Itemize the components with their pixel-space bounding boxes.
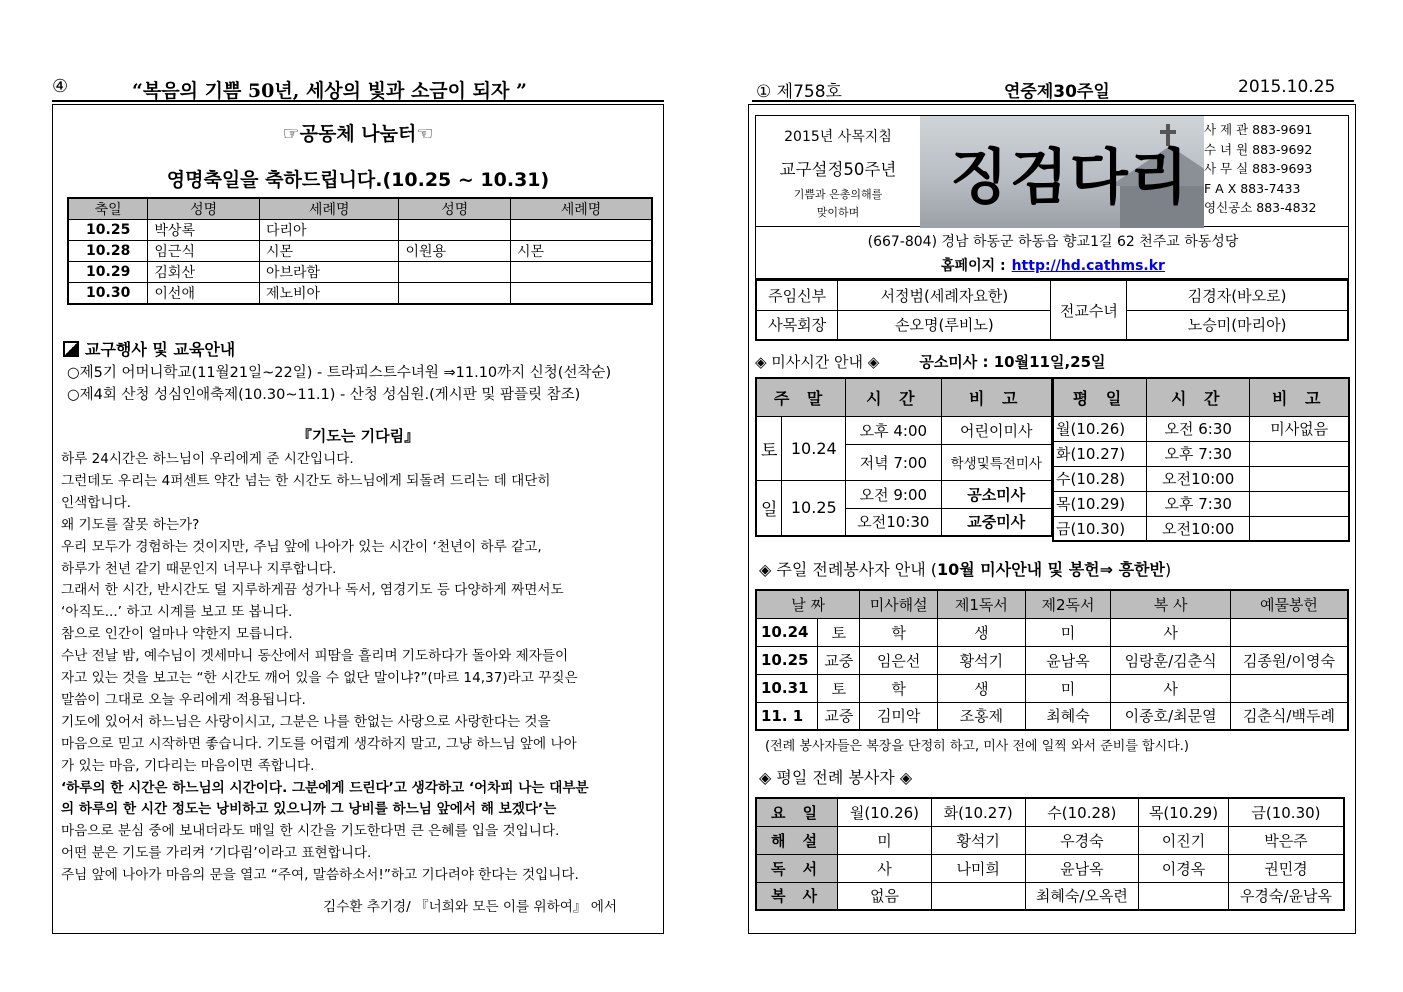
homepage-link[interactable]: http://hd.cathms.kr [1011, 258, 1165, 274]
right-page-content [748, 104, 1356, 934]
table-cell [1230, 618, 1348, 646]
homepage [756, 255, 1350, 275]
left-page-number: ④ [52, 76, 69, 97]
prayer-line: 참으로 인간이 얼마나 약한지 모릅니다. [61, 626, 293, 642]
table-cell: 사 [838, 854, 932, 882]
table-cell [1139, 882, 1229, 910]
prayer-line: 인색합니다. [61, 495, 131, 511]
table-header: 세례명 [259, 198, 398, 220]
contact-item: 사 제 관 883-9691 [1204, 122, 1313, 137]
table-header: 주 말 [756, 378, 846, 416]
table-cell: 조홍제 [938, 702, 1026, 730]
table-header: 시 간 [846, 378, 941, 416]
table-cell: 월(10.26) [1053, 416, 1147, 441]
motto-sub: 맞이하며 [816, 206, 860, 219]
address-block [755, 227, 1349, 279]
table-cell: 복 사 [756, 882, 838, 910]
table-cell: 이진기 [1139, 826, 1229, 854]
table-cell [1250, 466, 1349, 491]
table-cell: 수(10.28) [1025, 798, 1139, 826]
table-cell: 이선애 [148, 283, 260, 305]
table-cell: 수(10.28) [1053, 466, 1147, 491]
table-header: 복 사 [1111, 590, 1231, 618]
table-cell: 10.30 [68, 283, 148, 305]
table-row [1053, 416, 1349, 441]
left-page-content [52, 104, 664, 934]
table-row [756, 702, 1348, 730]
sunday-server-table [755, 589, 1349, 731]
table-cell: 박은주 [1228, 826, 1344, 854]
table-cell: 요 일 [756, 798, 838, 826]
table-cell: 10.24 [756, 618, 818, 646]
masthead [755, 115, 1349, 227]
sunday-heading-end: ) [1164, 560, 1172, 579]
contact-item: F A X 883-7433 [1204, 180, 1301, 196]
newsletter-logo: 징검다리 [950, 143, 1190, 213]
table-header: 성명 [399, 198, 511, 220]
table-header: 축일 [68, 198, 148, 220]
prayer-title: 『기도는 기다림』 [296, 427, 420, 445]
table-cell: 11. 1 [756, 702, 818, 730]
table-cell: 10.28 [68, 241, 148, 262]
table-row [756, 618, 1348, 646]
event-heading [63, 337, 235, 360]
table-cell: 사 [1111, 618, 1231, 646]
table-cell: 오후 7:30 [1147, 491, 1250, 516]
table-cell: 어린이미사 [941, 416, 1052, 444]
table-cell: 김경자(바오로) [1127, 280, 1348, 310]
table-row [1053, 466, 1349, 491]
table-cell: 미 [838, 826, 932, 854]
contact-item: 사 무 실 883-9693 [1204, 161, 1313, 177]
table-cell: 윤남옥 [1025, 854, 1139, 882]
table-cell: 사 [1111, 674, 1231, 702]
table-cell: 윤남옥 [1025, 646, 1111, 674]
table-cell: 임은선 [860, 646, 938, 674]
table-cell: 10.24 [782, 416, 846, 480]
right-page-header [752, 76, 1354, 102]
table-cell: 목(10.29) [1139, 798, 1229, 826]
table-cell: 해 설 [756, 826, 838, 854]
prayer-line: 마음으로 분심 중에 보내더라도 매일 한 시간을 기도한다면 큰 은혜를 입을 것입니다. [61, 823, 560, 839]
table-cell: 권민경 [1228, 854, 1344, 882]
table-cell: 시몬 [259, 241, 398, 262]
table-header-row [68, 198, 652, 220]
table-cell: 오전 9:00 [846, 480, 941, 508]
table-header: 예물봉헌 [1230, 590, 1348, 618]
weekday-mass-table [1052, 377, 1350, 542]
community-title: ☞공동체 나눔터☜ [282, 123, 434, 145]
feast-title: 영명축일을 축하드립니다.(10.25 ~ 10.31) [166, 169, 550, 191]
table-row [756, 280, 1348, 310]
event-item: ○제4회 산청 성심인애축제(10.30~11.1) - 산청 성심원.(게시판 및 팜플릿 참조) [67, 387, 581, 403]
table-cell: 임랑훈/김춘식 [1111, 646, 1231, 674]
checkbox-icon [63, 341, 79, 357]
table-cell: 10.29 [68, 262, 148, 283]
table-cell: 이종호/최문열 [1111, 702, 1231, 730]
table-row [756, 646, 1348, 674]
table-cell: 김회산 [148, 262, 260, 283]
motto-main: 교구설정50주년 [779, 160, 897, 179]
table-row [1053, 441, 1349, 466]
slogan: “복음의 기쁨 50년, 세상의 빛과 소금이 되자 ” [132, 80, 527, 102]
table-header-row [1053, 378, 1349, 416]
table-cell [1250, 516, 1349, 541]
weekend-mass-table [755, 377, 1053, 537]
table-row [756, 674, 1348, 702]
motto-sub: 기쁨과 은총의해를 [793, 188, 883, 201]
prayer-line: ‘아직도...’ 하고 시계를 보고 또 봅니다. [61, 604, 293, 620]
table-cell: 이경옥 [1139, 854, 1229, 882]
feast-day-table [67, 197, 653, 305]
contact-item: 수 녀 원 883-9692 [1204, 141, 1313, 157]
church-photo [920, 116, 1204, 228]
table-cell: 서정범(세례자요한) [838, 280, 1051, 310]
table-header: 평 일 [1053, 378, 1147, 416]
table-cell: 일 [756, 480, 782, 536]
contact-item: 영신공소 883-4832 [1204, 200, 1317, 216]
prayer-line: 가 있는 마음, 기다리는 마음이면 족합니다. [61, 758, 315, 774]
table-cell: 임근식 [148, 241, 260, 262]
table-cell: 학 [860, 618, 938, 646]
table-cell: 노승미(마리아) [1127, 310, 1348, 340]
homepage-label: 홈페이지 : [941, 258, 1006, 274]
table-cell: 토 [818, 618, 860, 646]
pastoral-motto [756, 116, 920, 228]
table-cell: 김미악 [860, 702, 938, 730]
table-cell [511, 262, 652, 283]
prayer-line: 수난 전날 밤, 예수님이 겟세마니 동산에서 피땀을 흘리며 기도하다가 돌아와 제자들이 [61, 648, 569, 664]
table-row [68, 283, 652, 305]
prayer-line: 어떤 분은 기도를 가리켜 ‘기다림’이라고 표현합니다. [61, 845, 372, 861]
table-cell: 금(10.30) [1228, 798, 1344, 826]
table-row [68, 241, 652, 262]
sunday-heading-bold: 10월 미사안내 및 봉헌⇒ 흥한반 [937, 560, 1165, 579]
table-cell [1230, 674, 1348, 702]
table-header-row [756, 378, 1052, 416]
table-cell: 화(10.27) [1053, 441, 1147, 466]
table-row [756, 416, 1052, 444]
table-cell [399, 262, 511, 283]
prayer-line: 그래서 한 시간, 반시간도 덜 지루하게끔 성가나 독서, 염경기도 등 다양하게 짜면서도 [61, 582, 564, 598]
table-cell: 오후 4:00 [846, 416, 941, 444]
table-row [756, 882, 1344, 910]
table-cell [399, 220, 511, 241]
table-cell: 교중 [818, 646, 860, 674]
table-cell: 목(10.29) [1053, 491, 1147, 516]
table-cell: 오전 6:30 [1147, 416, 1250, 441]
table-cell: 독 서 [756, 854, 838, 882]
mass-heading-text: ◈ 미사시간 안내 ◈ [755, 353, 880, 371]
table-cell: 교중미사 [941, 508, 1052, 536]
table-cell: 교중 [818, 702, 860, 730]
table-cell: 최혜숙 [1025, 702, 1111, 730]
table-row [756, 826, 1344, 854]
weekday-server-heading: ◈ 평일 전례 봉사자 ◈ [759, 768, 913, 787]
table-cell: 우경숙/윤남옥 [1228, 882, 1344, 910]
table-row [756, 798, 1344, 826]
prayer-line: 말씀이 그대로 오늘 우리에게 적용됩니다. [61, 692, 306, 708]
table-cell: 토 [818, 674, 860, 702]
table-cell: 박상록 [148, 220, 260, 241]
mass-time-heading [755, 351, 1106, 372]
table-row [1053, 491, 1349, 516]
gongso-mass-info: 공소미사 : 10월11일,25일 [919, 353, 1106, 371]
table-cell: 전교수녀 [1051, 280, 1127, 340]
table-cell: 금(10.30) [1053, 516, 1147, 541]
staff-table [755, 279, 1349, 341]
table-row [756, 480, 1052, 508]
table-header: 시 간 [1147, 378, 1250, 416]
table-cell: 화(10.27) [931, 798, 1025, 826]
sunday-server-heading [759, 557, 1171, 580]
table-cell: 10.25 [756, 646, 818, 674]
table-cell: 사목회장 [756, 310, 838, 340]
table-cell [511, 283, 652, 305]
table-cell: 미사없음 [1250, 416, 1349, 441]
table-cell [1250, 441, 1349, 466]
table-cell: 주임신부 [756, 280, 838, 310]
table-header: 제2독서 [1025, 590, 1111, 618]
table-cell: 최혜숙/오옥련 [1025, 882, 1139, 910]
table-header: 날 짜 [756, 590, 860, 618]
table-cell: 10.25 [68, 220, 148, 241]
table-cell: 오전10:00 [1147, 466, 1250, 491]
table-cell: 이원용 [399, 241, 511, 262]
table-cell: 나미희 [931, 854, 1025, 882]
table-cell: 오전10:30 [846, 508, 941, 536]
table-row [1053, 516, 1349, 541]
motto-year: 2015년 사목지침 [784, 129, 892, 145]
issue-date: 2015.10.25 [1238, 77, 1336, 97]
table-row [756, 854, 1344, 882]
table-cell [511, 220, 652, 241]
table-cell [1250, 491, 1349, 516]
table-cell: 10.31 [756, 674, 818, 702]
table-cell: 황석기 [938, 646, 1026, 674]
table-cell: 황석기 [931, 826, 1025, 854]
contact-list [1204, 120, 1348, 218]
prayer-line: 마음으로 믿고 시작하면 좋습니다. 기도를 어렵게 생각하지 말고, 그냥 하느님 앞에 나아 [61, 736, 577, 752]
table-cell: 김춘식/백두례 [1230, 702, 1348, 730]
weekday-server-table [755, 797, 1345, 911]
table-row [68, 262, 652, 283]
table-cell: 10.25 [782, 480, 846, 536]
prayer-line: 하루 24시간은 하느님이 우리에게 준 시간입니다. [61, 451, 354, 467]
prayer-line: 주님 앞에 나아가 마음의 문을 열고 “주여, 말씀하소서!”하고 기다려야 한다는 것입니다. [61, 867, 579, 883]
table-cell: 김종원/이영숙 [1230, 646, 1348, 674]
prayer-line: 왜 기도를 잘못 하는가? [61, 517, 200, 533]
table-header: 비 고 [941, 378, 1052, 416]
table-header: 비 고 [1250, 378, 1349, 416]
server-note: (전례 봉사자들은 복장을 단정히 하고, 미사 전에 일찍 와서 준비를 합시다.) [765, 739, 1189, 754]
table-header: 세례명 [511, 198, 652, 220]
table-cell: 오전10:00 [1147, 516, 1250, 541]
event-item: ○제5기 어머니학교(11월21일~22일) - 트라피스트수녀원 ⇒11.10까지 신청(선착순) [67, 365, 612, 381]
prayer-line: 하루가 천년 같기 때문인지 너무나 지루합니다. [61, 561, 337, 577]
prayer-line: ‘하루의 한 시간은 하느님의 시간이다. 그분에게 드린다’고 생각하고 ‘어차피 나는 대부분 [61, 780, 589, 796]
table-cell: 생 [938, 618, 1026, 646]
sunday-heading-text: ◈ 주일 전례봉사자 안내 ( [759, 560, 937, 579]
table-cell: 생 [938, 674, 1026, 702]
table-row [68, 220, 652, 241]
prayer-line: 그런데도 우리는 4퍼센트 약간 넘는 한 시간도 하느님에게 되돌려 드리는 데 대단히 [61, 473, 551, 489]
right-page-number: ① [756, 82, 772, 102]
table-cell: 학생및특전미사 [941, 444, 1052, 480]
table-cell: 미 [1025, 674, 1111, 702]
event-heading-text: 교구행사 및 교육안내 [85, 340, 236, 359]
table-cell: 우경숙 [1025, 826, 1139, 854]
table-cell: 제노비아 [259, 283, 398, 305]
table-cell: 다리아 [259, 220, 398, 241]
table-cell: 저녁 7:00 [846, 444, 941, 480]
issue-number [756, 77, 842, 102]
table-cell: 아브라함 [259, 262, 398, 283]
left-page-header [52, 76, 664, 102]
table-cell: 시몬 [511, 241, 652, 262]
table-cell: 토 [756, 416, 782, 480]
table-cell: 학 [860, 674, 938, 702]
table-cell: 월(10.26) [838, 798, 932, 826]
table-cell [399, 283, 511, 305]
table-header-row [756, 590, 1348, 618]
table-cell [931, 882, 1025, 910]
table-header: 제1독서 [938, 590, 1026, 618]
liturgical-week: 연중제30주일 [1004, 82, 1110, 102]
table-cell: 미 [1025, 618, 1111, 646]
table-cell: 오후 7:30 [1147, 441, 1250, 466]
table-cell: 공소미사 [941, 480, 1052, 508]
church-address: (667-804) 경남 하동군 하동읍 향교1길 62 천주교 하동성당 [867, 234, 1239, 250]
prayer-line: 기도에 있어서 하느님은 사랑이시고, 그분은 나를 한없는 사랑으로 사랑한다는 것을 [61, 714, 551, 730]
table-cell: 없음 [838, 882, 932, 910]
table-header: 성명 [148, 198, 260, 220]
issue-label: 제758호 [776, 82, 842, 102]
table-cell: 손오명(루비노) [838, 310, 1051, 340]
prayer-line: 자고 있는 것을 보고는 “한 시간도 깨어 있을 수 없단 말이냐?”(마르 14,37)라고 꾸짖은 [61, 670, 578, 686]
prayer-line: 의 하루의 한 시간 정도는 낭비하고 있으니까 그 낭비를 하느님 앞에서 해 보겠다’는 [61, 801, 557, 817]
table-header: 미사해설 [860, 590, 938, 618]
source-citation: 김수환 추기경/ 『너희와 모든 이를 위하여』 에서 [323, 899, 618, 915]
prayer-line: 우리 모두가 경험하는 것이지만, 주님 앞에 나아가 있는 시간이 ‘천년이 하루 같고, [61, 539, 542, 555]
